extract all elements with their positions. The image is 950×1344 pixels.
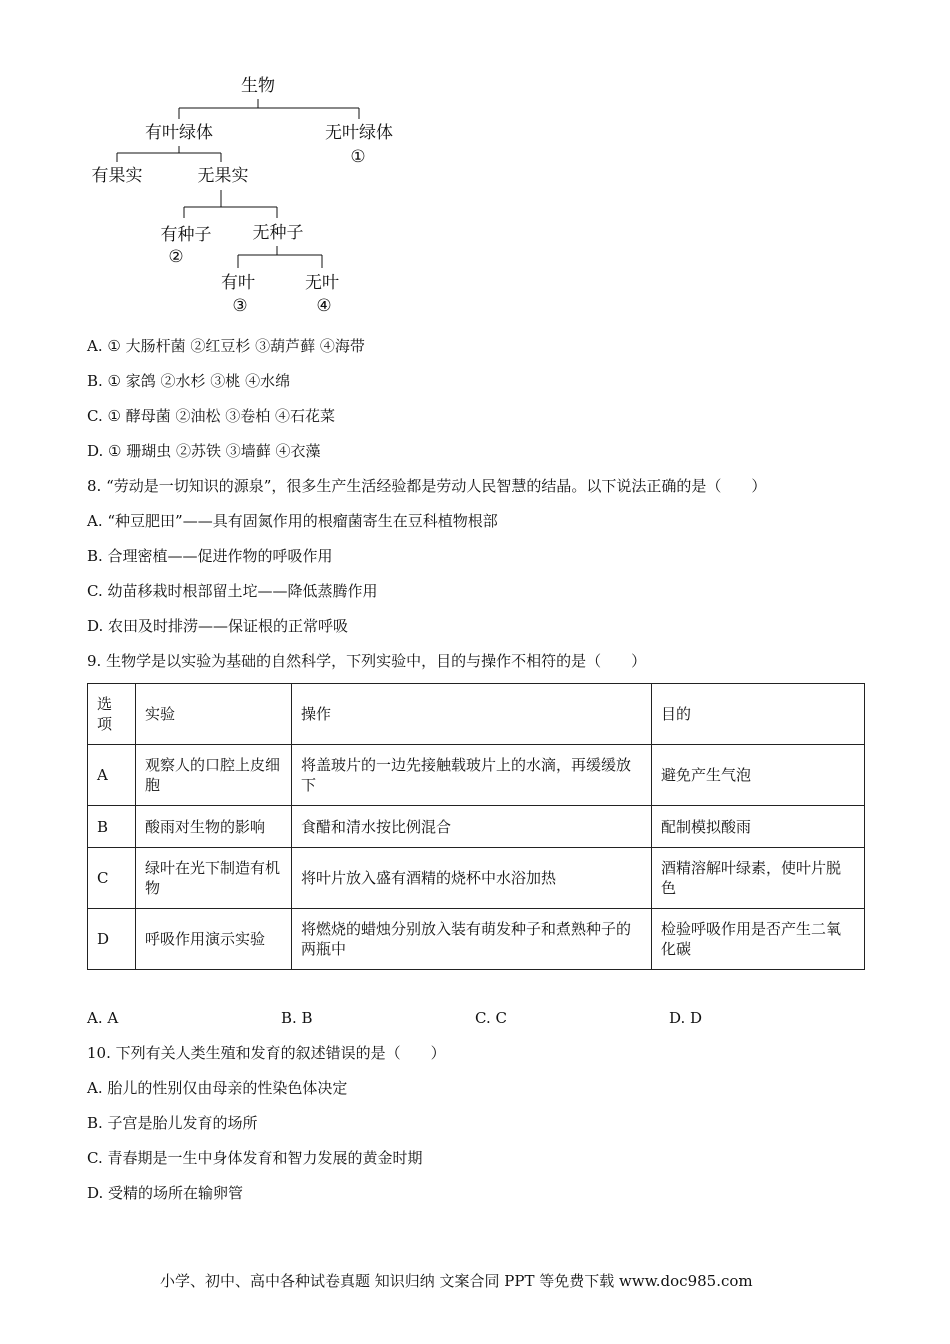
- tree-root: 生物: [241, 76, 275, 96]
- table-cell: 避免产生气泡: [652, 745, 865, 806]
- table-cell: B: [88, 806, 136, 848]
- tree-leaf-yes: 有叶: [221, 273, 255, 293]
- table-cell: 观察人的口腔上皮细胞: [136, 745, 292, 806]
- q7-option-a: A. ① 大肠杆菌 ②红豆杉 ③葫芦藓 ④海带: [87, 337, 365, 355]
- table-cell: 将叶片放入盛有酒精的烧杯中水浴加热: [292, 848, 652, 909]
- table-cell: 呼吸作用演示实验: [136, 909, 292, 970]
- header-operation: 操作: [292, 684, 652, 745]
- q8-option-c: C. 幼苗移栽时根部留土坨——降低蒸腾作用: [87, 582, 378, 600]
- q9-option-b: B. B: [281, 1009, 313, 1027]
- table-header-row: [88, 684, 865, 745]
- table-cell: C: [88, 848, 136, 909]
- table-cell: 将盖玻片的一边先接触载玻片上的水滴，再缓缓放下: [292, 745, 652, 806]
- tree-right-node: 无叶绿体: [325, 123, 393, 143]
- header-option: 选项: [88, 684, 136, 745]
- table-cell: 酸雨对生物的影响: [136, 806, 292, 848]
- q10-option-a: A. 胎儿的性别仅由母亲的性染色体决定: [87, 1079, 348, 1097]
- table-row: [88, 745, 865, 806]
- tree-mark-4: ④: [316, 296, 332, 316]
- q10-option-c: C. 青春期是一生中身体发育和智力发展的黄金时期: [87, 1149, 423, 1167]
- table-cell: D: [88, 909, 136, 970]
- tree-mark-3: ③: [232, 296, 248, 316]
- table-cell: 食醋和清水按比例混合: [292, 806, 652, 848]
- q10-option-d: D. 受精的场所在输卵管: [87, 1184, 244, 1202]
- page-footer: 小学、初中、高中各种试卷真题 知识归纳 文案合同 PPT 等免费下载 www.doc985.com: [160, 1272, 753, 1290]
- q8-option-b: B. 合理密植——促进作物的呼吸作用: [87, 547, 333, 565]
- tree-left-node: 有叶绿体: [145, 123, 213, 143]
- table-row: [88, 909, 865, 970]
- header-experiment: 实验: [136, 684, 292, 745]
- table-row: [88, 848, 865, 909]
- table-cell: 配制模拟酸雨: [652, 806, 865, 848]
- q7-option-b: B. ① 家鸽 ②水杉 ③桃 ④水绵: [87, 372, 291, 390]
- q10-stem: 10. 下列有关人类生殖和发育的叙述错误的是（ ）: [87, 1044, 446, 1062]
- table-cell: 检验呼吸作用是否产生二氧化碳: [652, 909, 865, 970]
- tree-leaf-no: 无叶: [305, 273, 339, 293]
- q7-option-c: C. ① 酵母菌 ②油松 ③卷柏 ④石花菜: [87, 407, 335, 425]
- q8-option-d: D. 农田及时排涝——保证根的正常呼吸: [87, 617, 349, 635]
- q8-option-a: A. “种豆肥田”——具有固氮作用的根瘤菌寄生在豆科植物根部: [87, 512, 498, 530]
- q7-option-d: D. ① 珊瑚虫 ②苏铁 ③墙藓 ④衣藻: [87, 442, 321, 460]
- q9-stem: 9. 生物学是以实验为基础的自然科学，下列实验中，目的与操作不相符的是（ ）: [87, 652, 647, 670]
- classification-tree: [0, 0, 500, 330]
- table-cell: 绿叶在光下制造有机物: [136, 848, 292, 909]
- tree-seed-yes: 有种子: [160, 225, 212, 245]
- q9-option-a: A. A: [87, 1009, 119, 1027]
- q10-option-b: B. 子宫是胎儿发育的场所: [87, 1114, 258, 1132]
- tree-seed-no: 无种子: [252, 223, 304, 243]
- q9-option-c: C. C: [475, 1009, 507, 1027]
- tree-mark-1: ①: [350, 147, 366, 167]
- tree-mark-2: ②: [168, 247, 184, 267]
- q9-table: [87, 683, 865, 970]
- table-cell: A: [88, 745, 136, 806]
- table-cell: 酒精溶解叶绿素，使叶片脱色: [652, 848, 865, 909]
- q9-option-d: D. D: [669, 1009, 703, 1027]
- table-cell: 将燃烧的蜡烛分别放入装有萌发种子和煮熟种子的两瓶中: [292, 909, 652, 970]
- q8-stem: 8. “劳动是一切知识的源泉”，很多生产生活经验都是劳动人民智慧的结晶。以下说法正确的是（ ）: [87, 477, 767, 495]
- header-purpose: 目的: [652, 684, 865, 745]
- tree-fruit-no: 无果实: [197, 166, 249, 186]
- tree-fruit-yes: 有果实: [91, 166, 143, 186]
- table-row: [88, 806, 865, 848]
